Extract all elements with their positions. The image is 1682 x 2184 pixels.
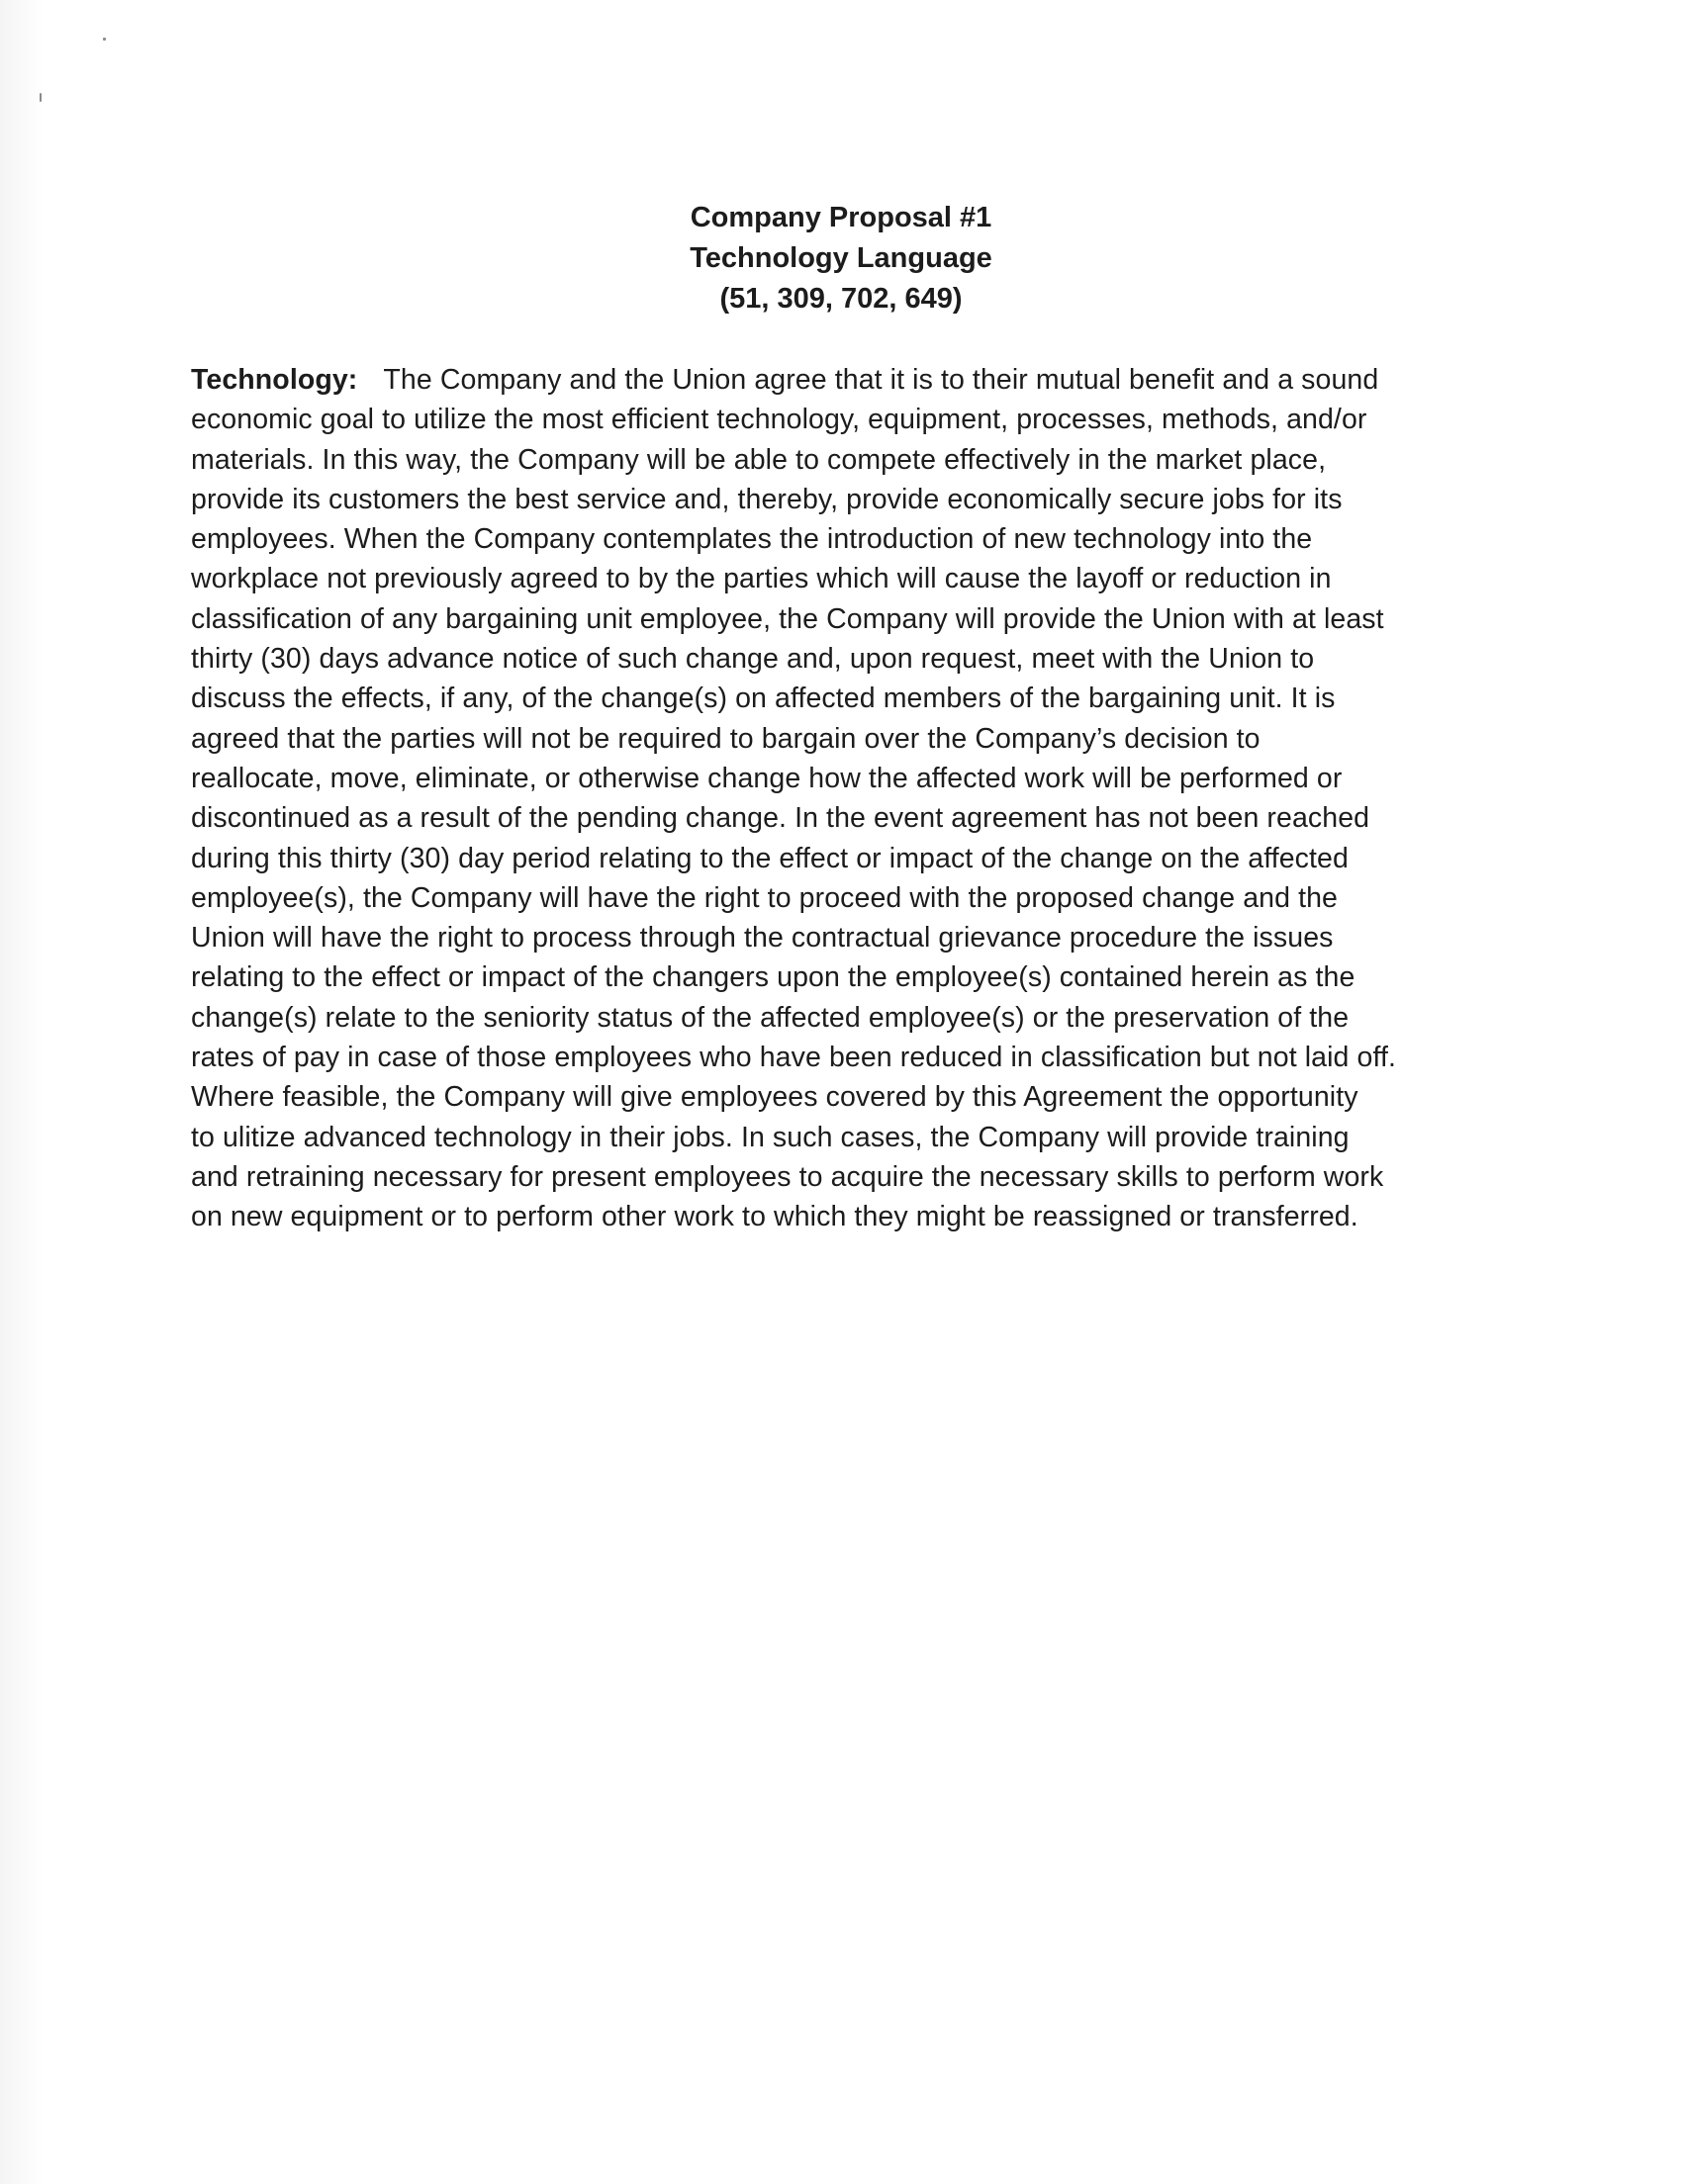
paragraph-line: on new equipment or to perform other work to which they might be reassigned or transferred. (191, 1201, 1358, 1233)
paragraph-line: change(s) relate to the seniority status of the affected employee(s) or the preservation of the (191, 1001, 1350, 1034)
paragraph-line: Union will have the right to process through the contractual grievance procedure the issues (191, 922, 1334, 955)
paragraph-line: Where feasible, the Company will give employees covered by this Agreement the opportunity (191, 1081, 1358, 1114)
scan-speck (40, 93, 42, 102)
paragraph-line: relating to the effect or impact of the changers upon the employee(s) contained herein as the (191, 961, 1355, 994)
paragraph-line (191, 360, 1497, 400)
paragraph-line: discuss the effects, if any, of the change(s) on affected members of the bargaining unit. It is (191, 682, 1336, 715)
paragraph-line: classification of any bargaining unit employee, the Company will provide the Union with at least (191, 602, 1384, 635)
paragraph-line: discontinued as a result of the pending change. In the event agreement has not been reached (191, 802, 1370, 835)
technology-paragraph (191, 360, 1497, 1237)
paragraph-line: agreed that the parties will not be required to bargain over the Company’s decision to (191, 722, 1261, 755)
paragraph-line: reallocate, move, eliminate, or otherwise change how the affected work will be performed or (191, 762, 1343, 794)
paragraph-line: materials. In this way, the Company will be able to compete effectively in the market place, (191, 443, 1327, 476)
paragraph-line: economic goal to utilize the most efficient technology, equipment, processes, methods, and/or (191, 404, 1367, 436)
document-subtitle: Technology Language (690, 242, 992, 274)
paragraph-line: employees. When the Company contemplates the introduction of new technology into the (191, 523, 1313, 556)
reference-numbers: (51, 309, 702, 649) (719, 283, 963, 315)
paragraph-line: during this thirty (30) day period relating to the effect or impact of the change on the affected (191, 842, 1349, 874)
paragraph-line: employee(s), the Company will have the right to proceed with the proposed change and the (191, 881, 1338, 914)
paragraph-line: provide its customers the best service and, thereby, provide economically secure jobs for its (191, 483, 1343, 515)
paragraph-line: to ulitize advanced technology in their jobs. In such cases, the Company will provide training (191, 1121, 1350, 1153)
paragraph-line: rates of pay in case of those employees who have been reduced in classification but not laid off. (191, 1042, 1396, 1074)
paragraph-line: workplace not previously agreed to by the parties which will cause the layoff or reduction in (191, 563, 1332, 595)
paragraph-line: and retraining necessary for present employees to acquire the necessary skills to perform work (191, 1160, 1384, 1193)
document-header (0, 198, 1682, 319)
paragraph-line-text: The Company and the Union agree that it is to their mutual benefit and a sound (383, 364, 1379, 396)
paragraph-line: thirty (30) days advance notice of such change and, upon request, meet with the Union to (191, 643, 1315, 676)
document-title: Company Proposal #1 (690, 202, 992, 233)
section-label: Technology: (191, 364, 358, 396)
scan-speck (103, 38, 106, 41)
scan-edge-shadow (0, 0, 44, 2184)
